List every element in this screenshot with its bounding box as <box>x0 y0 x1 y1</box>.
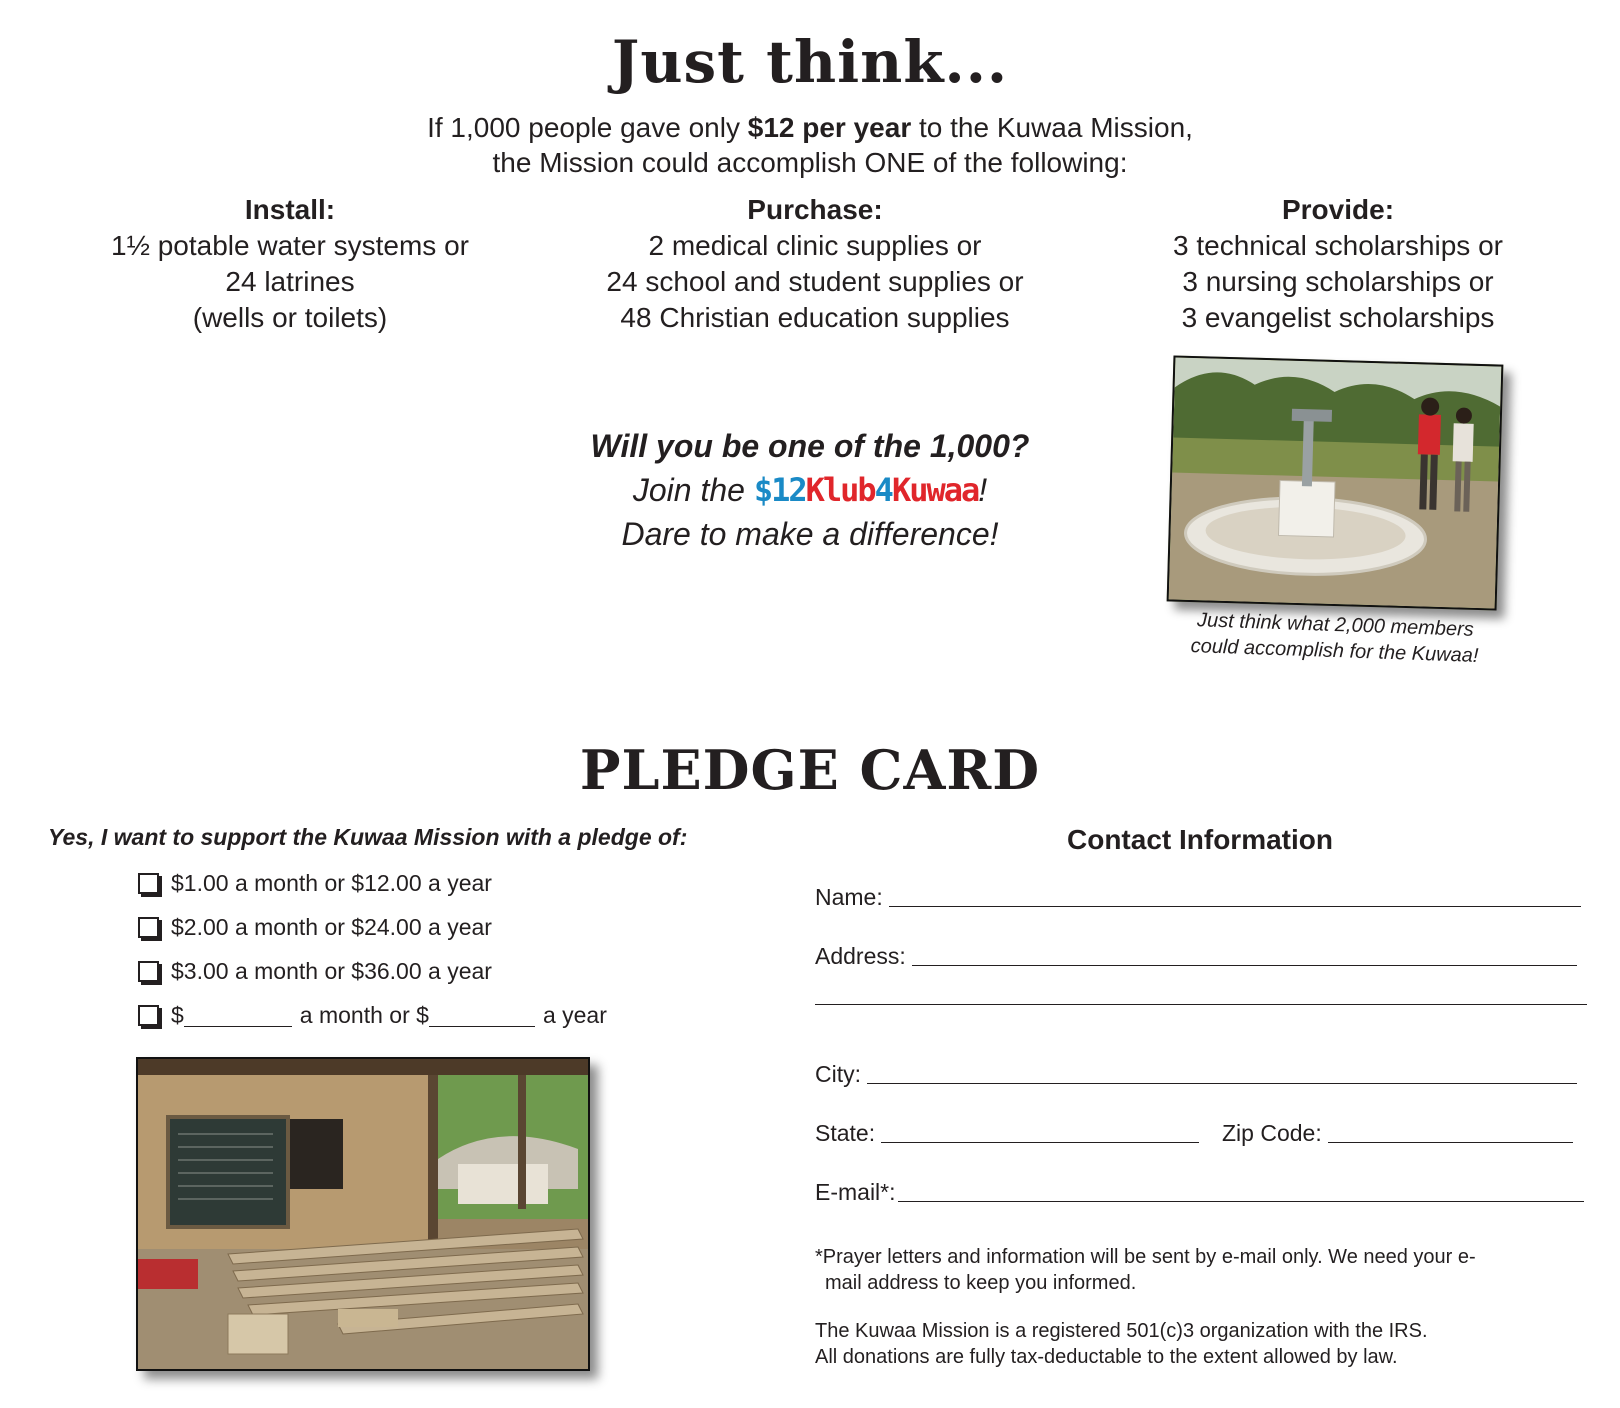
call-to-action <box>480 424 1140 556</box>
klub-logo-part: Kuwaa <box>891 471 979 509</box>
pledge-lead-text: Yes, I want to support the Kuwaa Mission with a pledge of: <box>48 824 688 850</box>
state-input-line[interactable] <box>881 1140 1199 1143</box>
column-line: 3 technical scholarships or <box>1173 230 1503 261</box>
email-input-line[interactable] <box>898 1199 1584 1202</box>
email-field[interactable] <box>815 1179 1584 1206</box>
pledge-card-title: PLEDGE CARD <box>579 738 1041 802</box>
city-field[interactable] <box>815 1061 1577 1088</box>
column-heading: Provide: <box>1281 194 1395 225</box>
intro-line2: the Mission could accomplish ONE of the following: <box>492 147 1128 178</box>
water-pump-illustration <box>1169 357 1502 608</box>
yearly-amount-blank[interactable] <box>429 1004 535 1027</box>
city-input-line[interactable] <box>867 1081 1577 1084</box>
email-note <box>815 1244 1575 1296</box>
irs-statement <box>815 1318 1575 1370</box>
pledge-option-label: $2.00 a month or $24.00 a year <box>171 914 492 940</box>
cta-join <box>480 468 1140 512</box>
classroom-photo <box>136 1057 590 1371</box>
pledge-option-3[interactable] <box>138 958 492 985</box>
pledge-option-label: $1.00 a month or $12.00 a year <box>171 870 492 896</box>
photo-caption <box>1149 606 1521 671</box>
address-label: Address: <box>815 943 906 969</box>
purchase-column <box>565 192 1065 336</box>
state-field[interactable] <box>815 1120 1199 1147</box>
install-column <box>40 192 540 336</box>
klub-logo-part: $12 <box>753 471 806 509</box>
checkbox[interactable] <box>138 873 159 894</box>
klub-logo-part: 4 <box>874 471 892 509</box>
state-label: State: <box>815 1120 876 1146</box>
custom-year-text: a year <box>542 1002 607 1028</box>
column-heading: Install: <box>244 194 336 225</box>
city-label: City: <box>815 1061 861 1087</box>
zip-field[interactable] <box>1222 1120 1573 1147</box>
column-line: 2 medical clinic supplies or <box>648 230 982 261</box>
column-line: 24 school and student supplies or <box>606 266 1024 297</box>
cta-join-pre: Join the <box>632 472 754 508</box>
note-line: *Prayer letters and information will be sent by e-mail only. We need your e- <box>815 1246 1476 1268</box>
zip-label: Zip Code: <box>1222 1120 1322 1146</box>
column-line: 3 evangelist scholarships <box>1181 302 1495 333</box>
dollar-sign: $ <box>171 1002 184 1028</box>
name-field[interactable] <box>815 884 1581 911</box>
intro-text <box>0 110 1620 180</box>
pledge-option-2[interactable] <box>138 914 492 941</box>
caption-line: Just think what 2,000 members <box>1196 609 1475 641</box>
cta-dare: Dare to make a difference! <box>621 516 999 552</box>
klub-logo-part: Klub <box>805 471 875 509</box>
caption-line: could accomplish for the Kuwaa! <box>1190 634 1479 668</box>
water-pump-photo <box>1167 355 1504 610</box>
note-line: mail address to keep you informed. <box>825 1272 1137 1294</box>
column-line: 48 Christian education supplies <box>620 302 1010 333</box>
address-line-2-input[interactable] <box>815 1002 1587 1005</box>
cta-question: Will you be one of the 1,000? <box>590 428 1030 464</box>
zip-input-line[interactable] <box>1328 1140 1573 1143</box>
column-line: 3 nursing scholarships or <box>1182 266 1494 297</box>
column-heading: Purchase: <box>747 194 883 225</box>
page-title: Just think... <box>611 28 1009 96</box>
address-line-2-field[interactable] <box>815 1002 1587 1009</box>
pledge-option-1[interactable] <box>138 870 492 897</box>
intro-line1-pre: If 1,000 people gave only <box>427 112 748 143</box>
custom-month-text: a month or $ <box>299 1002 429 1028</box>
intro-line1-post: to the Kuwaa Mission, <box>911 112 1193 143</box>
monthly-amount-blank[interactable] <box>184 1004 292 1027</box>
pledge-option-label: $3.00 a month or $36.00 a year <box>171 958 492 984</box>
email-label: E-mail*: <box>815 1179 896 1205</box>
name-label: Name: <box>815 884 883 910</box>
name-input-line[interactable] <box>889 904 1581 907</box>
address-field[interactable] <box>815 943 1577 970</box>
pledge-option-custom[interactable] <box>138 1002 607 1029</box>
column-line: 1½ potable water systems or <box>111 230 469 261</box>
provide-column <box>1088 192 1588 336</box>
irs-line: All donations are fully tax-deductable to the extent allowed by law. <box>815 1346 1398 1368</box>
checkbox[interactable] <box>138 917 159 938</box>
cta-join-post: ! <box>978 472 988 508</box>
contact-info-title: Contact Information <box>1067 824 1333 855</box>
column-line: (wells or toilets) <box>192 302 388 333</box>
irs-line: The Kuwaa Mission is a registered 501(c)3 organization with the IRS. <box>815 1320 1428 1342</box>
intro-line1-bold: $12 per year <box>747 112 912 143</box>
address-input-line[interactable] <box>912 963 1577 966</box>
classroom-illustration <box>138 1059 588 1369</box>
column-line: 24 latrines <box>225 266 355 297</box>
checkbox[interactable] <box>138 961 159 982</box>
checkbox[interactable] <box>138 1005 159 1026</box>
